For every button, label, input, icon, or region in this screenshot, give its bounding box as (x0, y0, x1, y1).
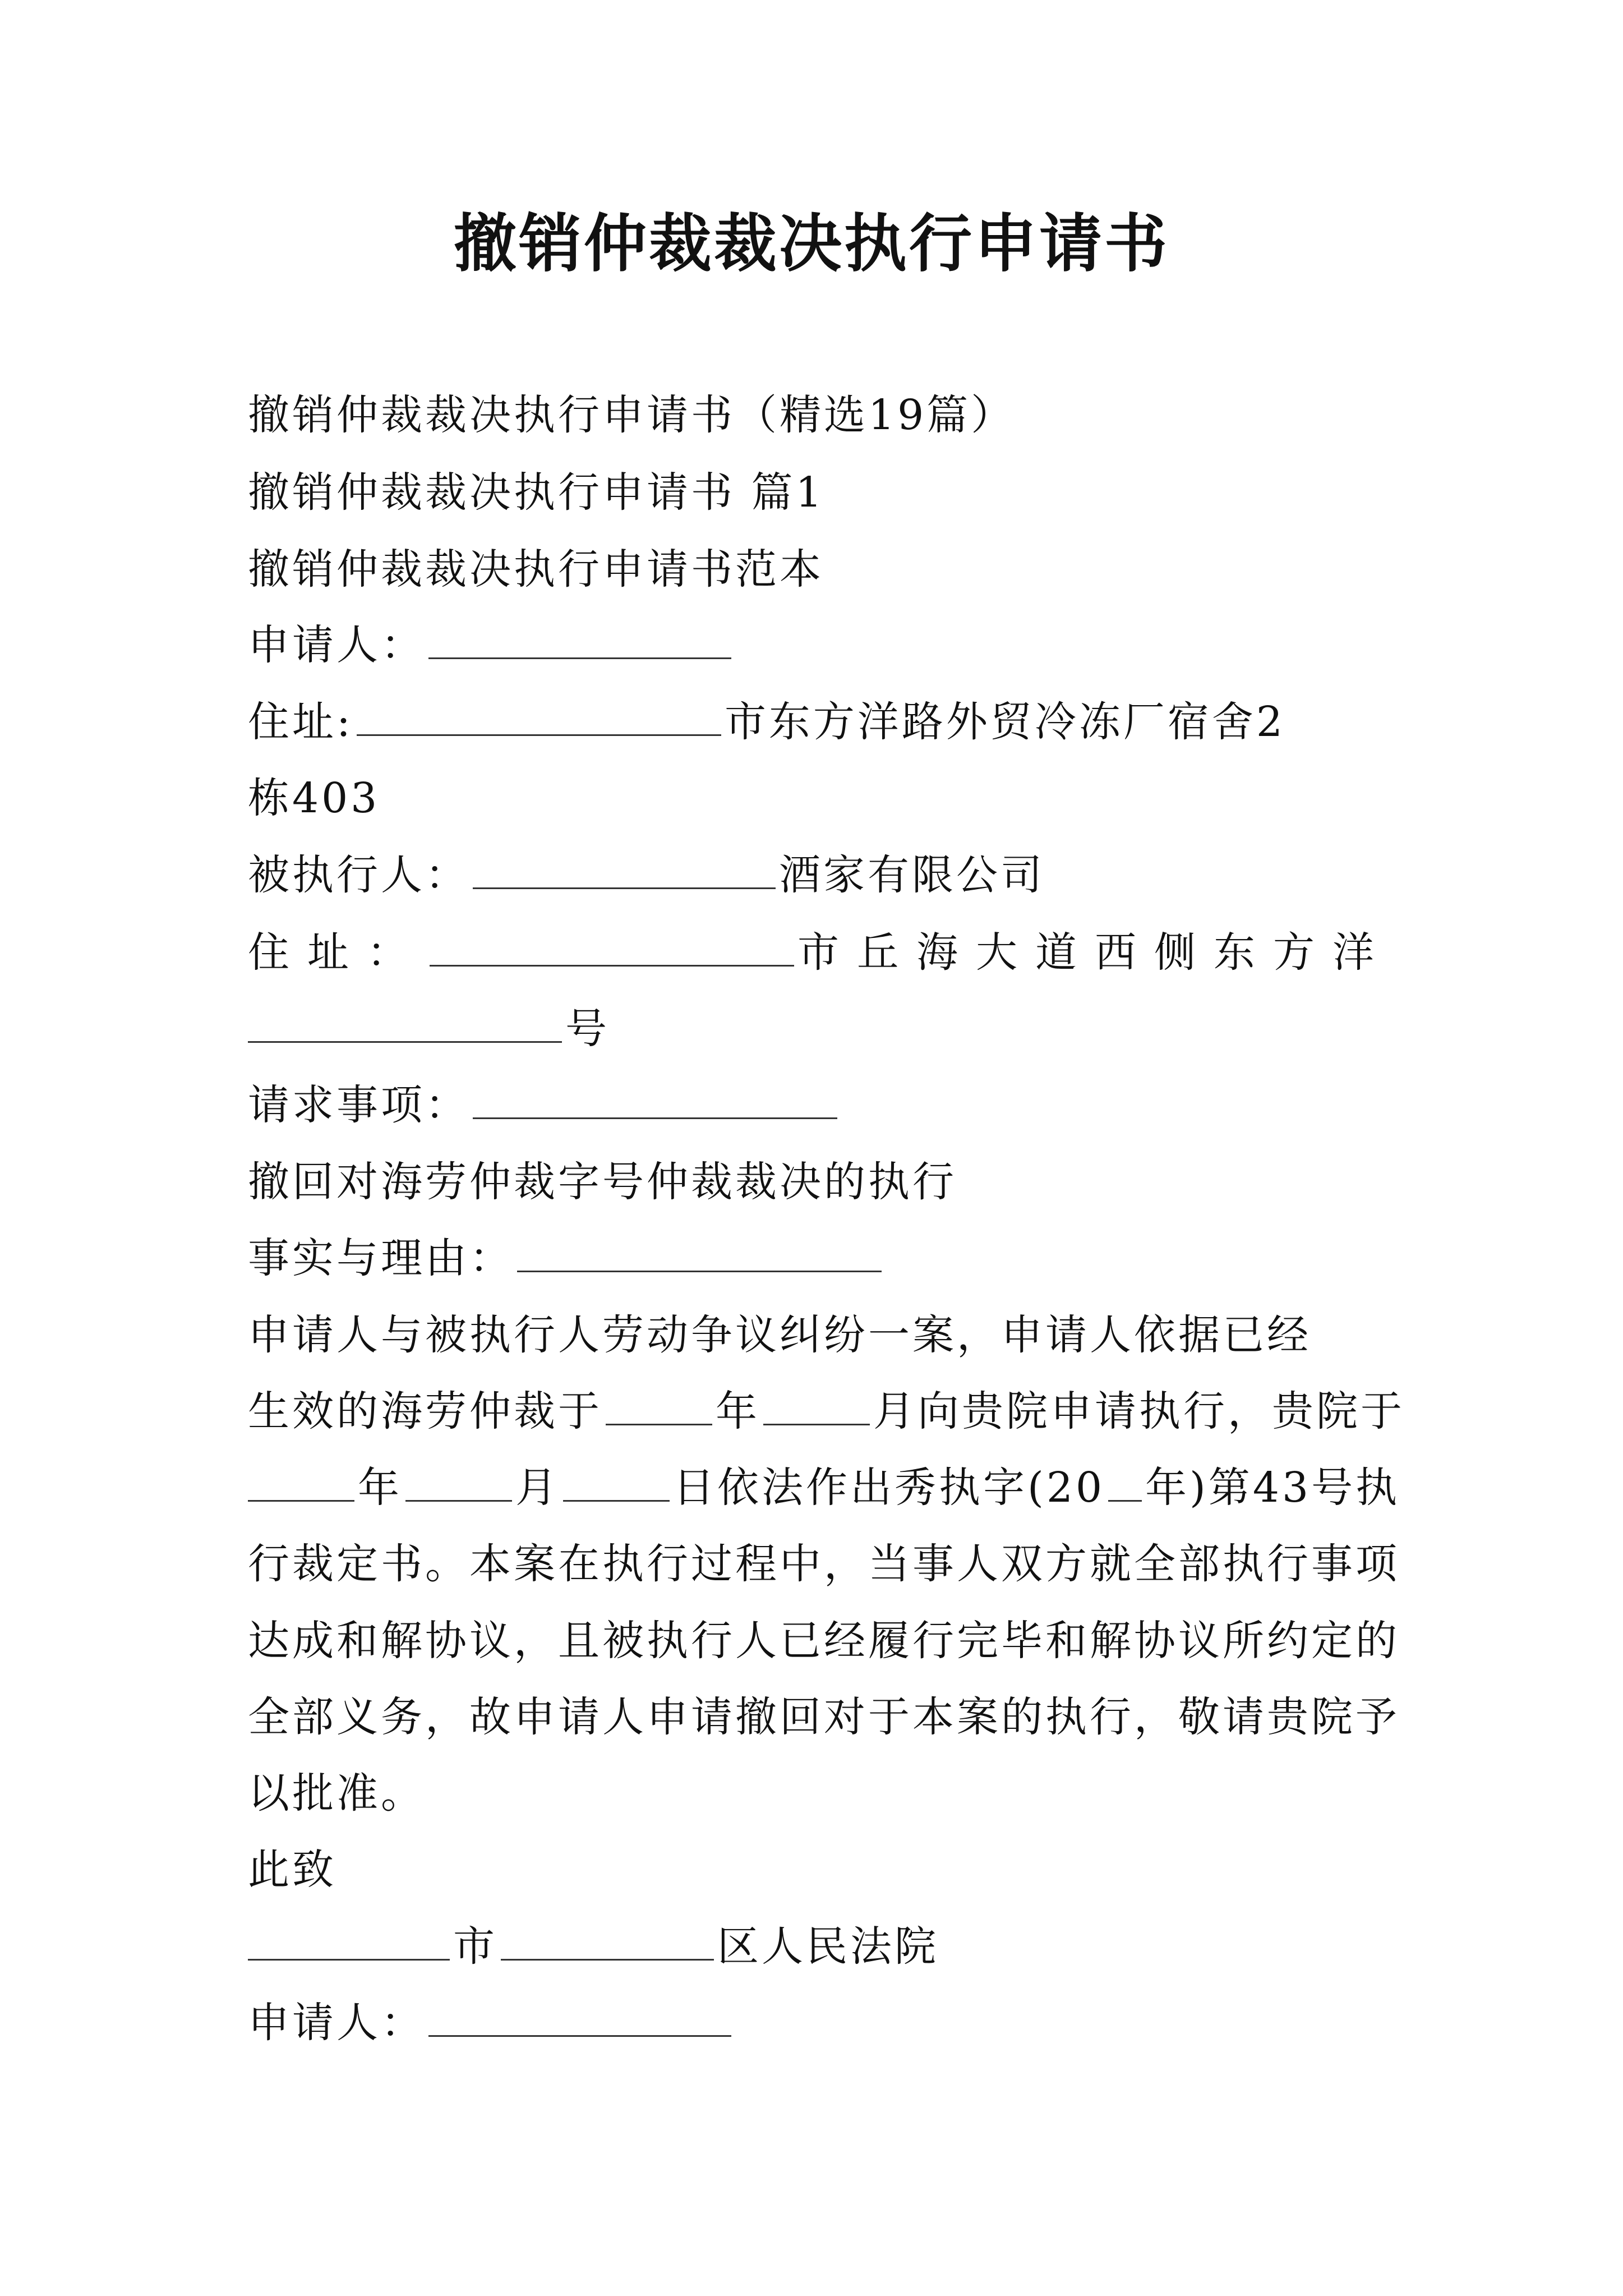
request-text: 撤回对海劳仲裁字号仲裁裁决的执行 (248, 1158, 957, 1206)
address-label: 住址: (248, 698, 353, 746)
body-line-5: 达成和解协议，且被执行人已经履行完毕和解协议所约定的 (248, 1617, 1400, 1665)
year-word: 年 (358, 1464, 402, 1512)
month-blank (763, 1387, 870, 1425)
respondent-address-label: 住址： (248, 928, 426, 977)
house-number-suffix: 号 (565, 1005, 610, 1053)
section-heading: 撤销仲裁裁决执行申请书 篇1 (248, 468, 825, 517)
salutation: 此致 (248, 1846, 336, 1894)
body-line-3 (248, 1460, 1398, 1516)
page-title: 撤销仲裁裁决执行申请书 (454, 207, 1169, 280)
year-blank (606, 1387, 712, 1425)
request-line (248, 1077, 1398, 1133)
month-blank (405, 1463, 512, 1502)
case-year-blank (1108, 1463, 1142, 1502)
signature-applicant-label: 申请人： (248, 1999, 425, 2047)
respondent-address-text: 市丘海大道西侧东方洋 (797, 928, 1392, 977)
respondent-address-blank (430, 928, 794, 967)
signature-applicant-line (248, 1995, 1398, 2051)
year-word: 年 (716, 1387, 760, 1435)
court-line (248, 1918, 1398, 1975)
body-line-4: 行裁定书。本案在执行过程中，当事人双方就全部执行事项 (248, 1540, 1400, 1588)
body-text: 年)第43号执 (1145, 1464, 1400, 1512)
day-blank (563, 1463, 670, 1502)
applicant-blank (428, 620, 731, 659)
body-line-7: 以批准。 (248, 1769, 425, 1818)
court-name: 区人民法院 (717, 1922, 939, 1971)
request-blank (473, 1080, 837, 1119)
reason-line (248, 1230, 1398, 1286)
applicant-line (248, 617, 1398, 673)
respondent-blank (473, 850, 776, 889)
address-continued: 栋403 (248, 774, 380, 822)
respondent-label: 被执行人： (248, 851, 469, 899)
request-label: 请求事项： (248, 1081, 469, 1129)
reason-blank (517, 1234, 882, 1272)
month-word: 月 (515, 1464, 560, 1512)
template-heading: 撤销仲裁裁决执行申请书范本 (248, 545, 824, 593)
body-text: 生效的海劳仲裁于 (248, 1387, 602, 1435)
city-word: 市 (453, 1922, 497, 1971)
respondent-line (248, 847, 1398, 903)
body-text: 月向贵院申请执行，贵院于 (873, 1387, 1405, 1435)
body-line-1: 申请人与被执行人劳动争议纠纷一案，申请人依据已经 (248, 1311, 1311, 1359)
district-blank (501, 1922, 714, 1961)
body-line-2 (248, 1383, 1405, 1439)
address-text: 市东方洋路外贸冷冻厂宿舍2 (724, 698, 1286, 746)
reason-label: 事实与理由： (248, 1234, 514, 1282)
respondent-address-line (248, 924, 1398, 981)
respondent-text: 酒家有限公司 (779, 851, 1045, 899)
signature-applicant-blank (428, 1998, 731, 2037)
body-line-6: 全部义务，故申请人申请撤回对于本案的执行，敬请贵院予 (248, 1693, 1400, 1741)
applicant-label: 申请人： (248, 621, 425, 669)
address-blank (357, 697, 721, 736)
city-blank (248, 1922, 450, 1961)
subtitle-line: 撤销仲裁裁决执行申请书（精选19篇） (248, 391, 1016, 439)
address-line (248, 694, 1370, 750)
respondent-address-continued (248, 1001, 1398, 1057)
house-number-blank (248, 1004, 562, 1043)
body-text: 日依法作出秀执字(20 (673, 1464, 1105, 1512)
year-blank (248, 1463, 354, 1502)
